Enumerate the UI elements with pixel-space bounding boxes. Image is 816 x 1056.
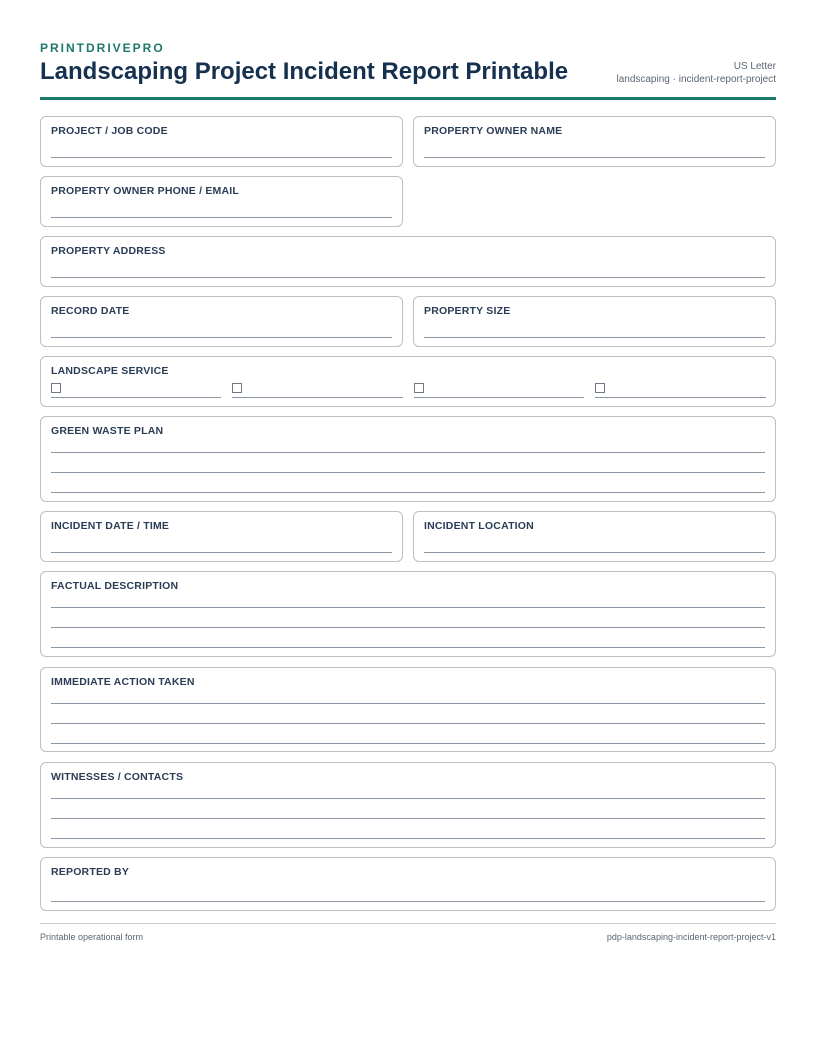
field-label: REPORTED BY (51, 866, 130, 878)
field-label: GREEN WASTE PLAN (51, 425, 164, 437)
field-label: PROPERTY SIZE (424, 305, 511, 317)
write-line[interactable] (51, 337, 392, 338)
field-witnesses-contacts[interactable] (40, 762, 776, 848)
write-line[interactable] (51, 798, 765, 799)
footer-description: Printable operational form (40, 932, 144, 942)
checkbox[interactable] (414, 383, 424, 393)
write-line[interactable] (51, 647, 765, 648)
write-line[interactable] (51, 607, 765, 608)
field-record-date[interactable] (40, 296, 403, 347)
write-line[interactable] (51, 217, 392, 218)
field-property-owner-phone-email[interactable] (40, 176, 403, 227)
write-line[interactable] (51, 397, 221, 398)
service-option-4[interactable] (595, 383, 766, 399)
write-line[interactable] (595, 397, 766, 398)
field-label: INCIDENT LOCATION (424, 520, 534, 532)
write-line[interactable] (51, 452, 765, 453)
write-line[interactable] (424, 552, 765, 553)
page-title: Landscaping Project Incident Report Printable (40, 58, 569, 85)
write-line[interactable] (51, 743, 765, 744)
field-label: INCIDENT DATE / TIME (51, 520, 170, 532)
write-line[interactable] (51, 901, 765, 902)
field-label: LANDSCAPE SERVICE (51, 365, 169, 377)
checkbox[interactable] (51, 383, 61, 393)
field-green-waste-plan[interactable] (40, 416, 776, 502)
field-reported-by[interactable] (40, 857, 776, 911)
write-line[interactable] (51, 472, 765, 473)
checkbox[interactable] (595, 383, 605, 393)
brand-name: PRINTDRIVEPRO (40, 41, 165, 55)
write-line[interactable] (51, 818, 765, 819)
header-rule (40, 97, 776, 100)
paper-size: US Letter (733, 61, 776, 72)
footer-rule (40, 923, 776, 924)
field-project-job-code[interactable] (40, 116, 403, 167)
write-line[interactable] (51, 157, 392, 158)
write-line[interactable] (424, 157, 765, 158)
write-line[interactable] (51, 492, 765, 493)
write-line[interactable] (51, 838, 765, 839)
write-line[interactable] (51, 703, 765, 704)
write-line[interactable] (51, 723, 765, 724)
service-option-2[interactable] (232, 383, 403, 399)
field-landscape-service (40, 356, 776, 407)
write-line[interactable] (414, 397, 584, 398)
service-option-3[interactable] (414, 383, 584, 399)
document-tags: landscaping · incident-report-project (616, 74, 776, 85)
document-meta (616, 60, 776, 86)
field-label: PROPERTY ADDRESS (51, 245, 166, 257)
write-line[interactable] (51, 627, 765, 628)
write-line[interactable] (232, 397, 403, 398)
field-label: WITNESSES / CONTACTS (51, 771, 184, 783)
write-line[interactable] (51, 277, 765, 278)
field-label: PROPERTY OWNER PHONE / EMAIL (51, 185, 240, 197)
field-label: PROJECT / JOB CODE (51, 125, 168, 137)
field-incident-location[interactable] (413, 511, 776, 562)
field-property-owner-name[interactable] (413, 116, 776, 167)
service-option-1[interactable] (51, 383, 221, 399)
field-factual-description[interactable] (40, 571, 776, 657)
write-line[interactable] (424, 337, 765, 338)
field-incident-date-time[interactable] (40, 511, 403, 562)
write-line[interactable] (51, 552, 392, 553)
field-label: RECORD DATE (51, 305, 130, 317)
field-property-address[interactable] (40, 236, 776, 287)
form-id: pdp-landscaping-incident-report-project-v1 (606, 932, 776, 942)
field-label: PROPERTY OWNER NAME (424, 125, 563, 137)
checkbox[interactable] (232, 383, 242, 393)
field-property-size[interactable] (413, 296, 776, 347)
field-label: IMMEDIATE ACTION TAKEN (51, 676, 195, 688)
field-immediate-action-taken[interactable] (40, 667, 776, 752)
field-label: FACTUAL DESCRIPTION (51, 580, 179, 592)
